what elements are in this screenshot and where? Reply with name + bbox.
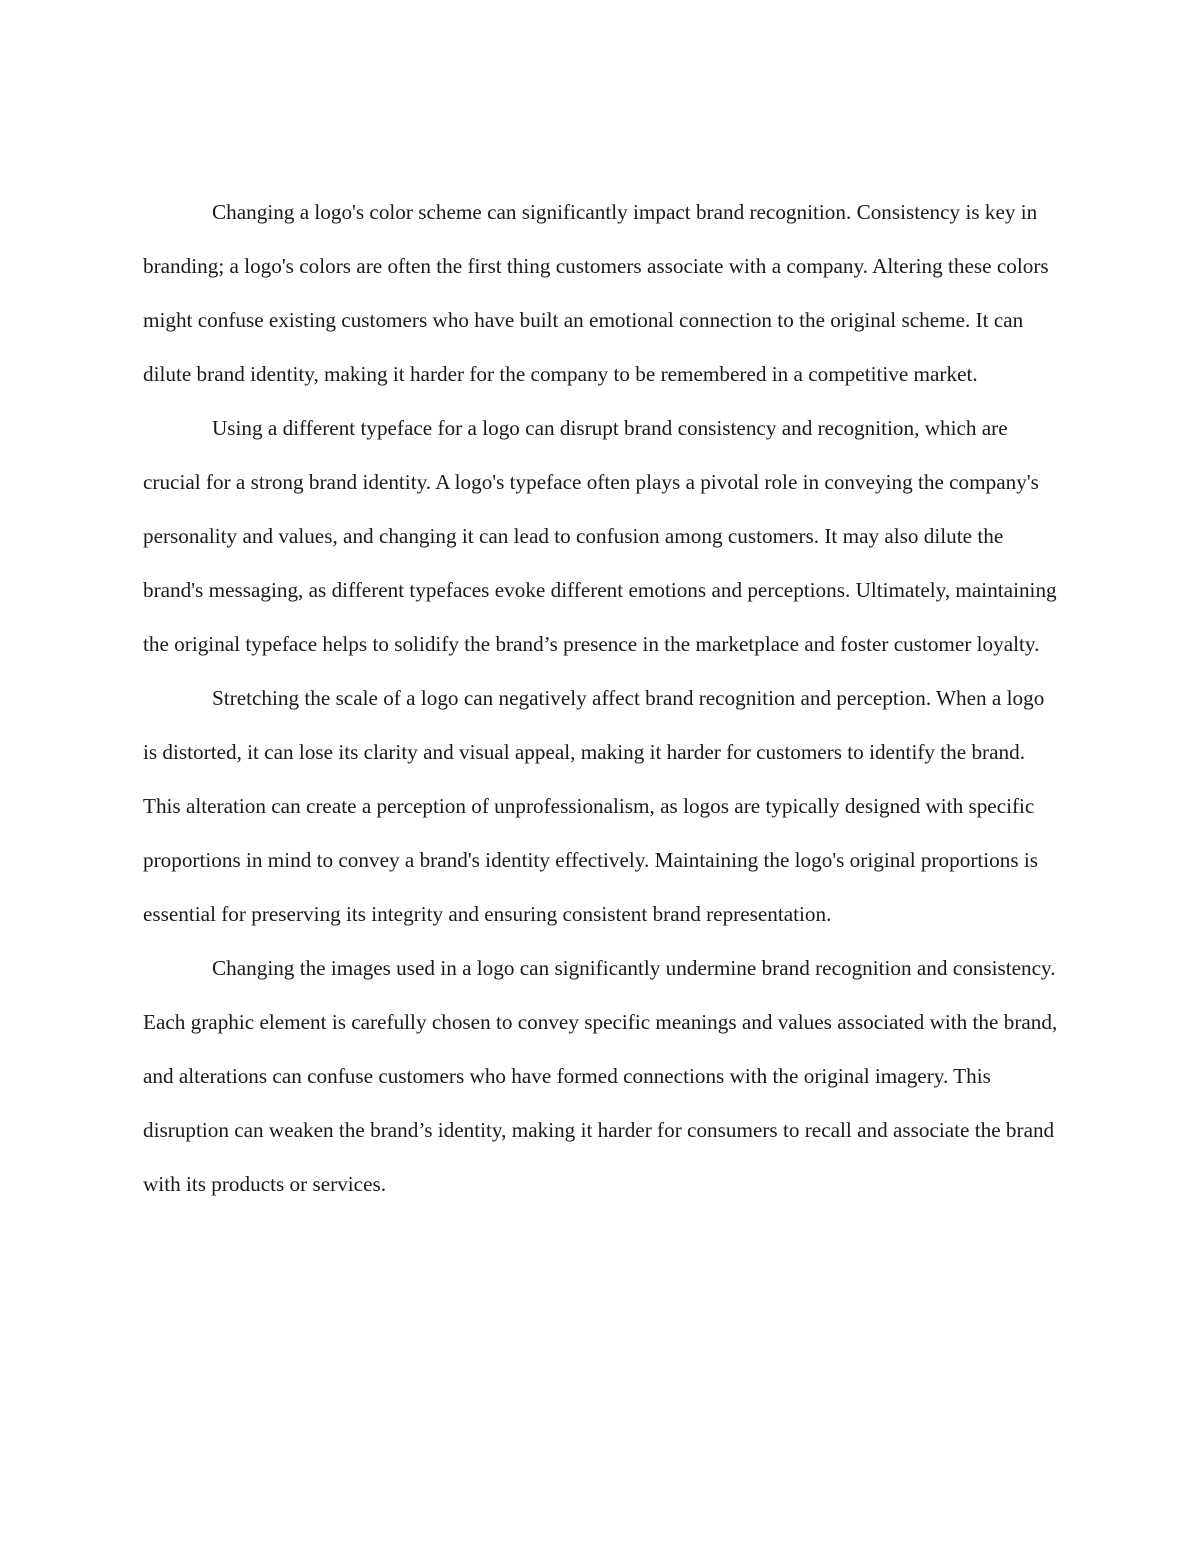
paragraph-typeface: Using a different typeface for a logo can disrupt brand consistency and recognition, which are crucial for a strong brand identity. A logo's typeface often plays a pivotal role in conveying the company's personality and values, and changing it can lead to confusion among customers. It may also dilute the brand's messaging, as different typefaces evoke different emotions and perceptions. Ultimately, maintaining the original typeface helps to solidify the brand’s presence in the marketplace and foster customer loyalty.: [143, 416, 1057, 656]
document-body: [143, 185, 1058, 1211]
paragraph-images: Changing the images used in a logo can significantly undermine brand recognition and consistency. Each graphic element is carefully chosen to convey specific meanings and values associated with the brand, and alterations can confuse customers who have formed connections with the original imagery. This disruption can weaken the brand’s identity, making it harder for consumers to recall and associate the brand with its products or services.: [143, 956, 1058, 1196]
paragraph-color-scheme: Changing a logo's color scheme can significantly impact brand recognition. Consistency is key in branding; a logo's colors are often the first thing customers associate with a company. Altering these colors might confuse existing customers who have built an emotional connection to the original scheme. It can dilute brand identity, making it harder for the company to be remembered in a competitive market.: [143, 200, 1049, 386]
paragraph-scale: Stretching the scale of a logo can negatively affect brand recognition and perception. When a logo is distorted, it can lose its clarity and visual appeal, making it harder for customers to identify the brand. This alteration can create a perception of unprofessionalism, as logos are typically designed with specific proportions in mind to convey a brand's identity effectively. Maintaining the logo's original proportions is essential for preserving its integrity and ensuring consistent brand representation.: [143, 686, 1045, 926]
